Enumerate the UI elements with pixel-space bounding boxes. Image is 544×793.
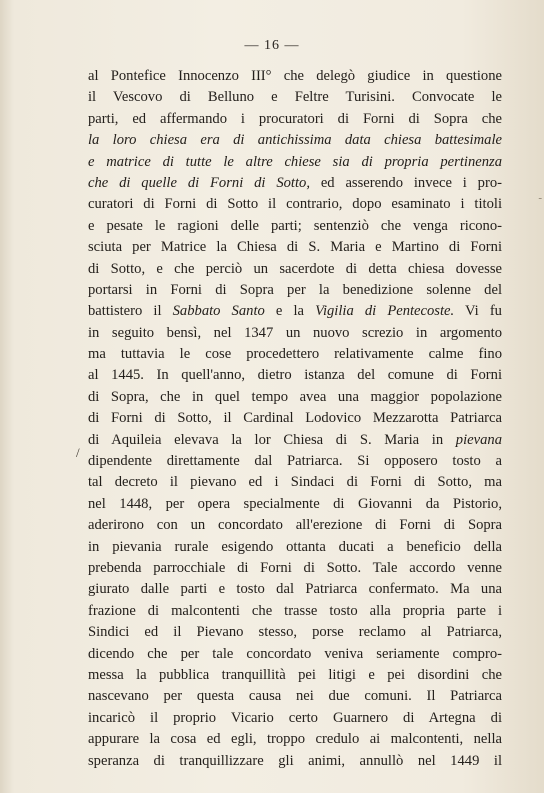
text-segment: appurare la cosa ed egli, troppo credulo ai malcontenti, nella [88,731,502,748]
text-segment: di Aquileia elevava la lor Chiesa di S. Maria in [88,431,456,448]
text-line [88,644,502,665]
text-segment: di Sotto, e che perciò un sacerdote di detta chiesa dovesse [88,260,502,277]
margin-mark: / [76,445,80,460]
text-line [88,259,502,280]
text-line [88,365,502,386]
text-line [88,622,502,643]
text-line [88,109,502,130]
text-line [88,237,502,258]
text-line [88,216,502,237]
text-line [88,558,502,579]
side-mark: - [538,192,542,204]
text-line [88,579,502,600]
page-number: — 16 — [244,38,300,53]
text-segment: di Forni di Sotto, il Cardinal Lodovico Mezzarotta Patriarca [88,410,502,427]
text-segment: messa la pubblica tranquillità pei litigi e pei disordini che [88,666,502,683]
text-line [88,87,502,108]
text-segment: al Pontefice Innocenzo III° che delegò giudice in questione [88,68,502,84]
text-line [88,686,502,707]
text-segment: incaricò il proprio Vicario certo Guarnero di Artegna di [88,709,502,726]
text-segment: curatori di Forni di Sotto il contrario, dopo esaminato i titoli [88,196,502,213]
text-line [88,472,502,493]
text-segment: portarsi in Forni di Sopra per la benedizione solenne del [88,281,502,298]
text-line [88,537,502,558]
text-line [88,173,502,194]
text-line [88,301,502,322]
text-segment: dipendente direttamente dal Patriarca. Si opposero tosto a [88,453,502,470]
text-line [88,194,502,215]
text-segment: tal decreto il pievano ed i Sindaci di Forni di Sotto, ma [88,474,502,491]
text-segment: ma tuttavia le cose procedettero relativamente calme fino [88,346,502,363]
text-segment: ed asserendo invece i pro- [309,174,502,191]
text-segment: dicendo che per tale concordato veniva seriamente compro- [88,645,502,662]
text-line [88,344,502,365]
text-line [88,408,502,429]
italic-text: Vigilia di Pentecoste. [315,303,455,320]
italic-text: Sabbato Santo [172,303,265,320]
text-segment: aderirono con un concordato all'erezione di Forni di Sopra [88,517,502,534]
italic-text: la loro chiesa era di antichissima data chiesa battesimale [88,132,502,149]
text-segment: frazione di malcontenti che trasse tosto alla propria parte i [88,602,502,619]
text-segment: Sindici ed il Pievano stesso, porse reclamo al Patriarca, [88,624,502,641]
text-line [88,430,502,451]
text-segment: e pesate le ragioni delle parti; sentenziò che venga ricono- [88,217,502,234]
text-line [88,323,502,344]
text-line [88,152,502,173]
text-line [88,751,502,772]
italic-text: e matrice di tutte le altre chiese sia di propria pertinenza [88,153,502,170]
italic-text: che di quelle di Forni di Sotto, [88,174,310,191]
text-line [88,665,502,686]
text-segment: sciuta per Matrice la Chiesa di S. Maria e Martino di Forni [88,239,502,256]
text-line [88,601,502,622]
text-segment: in pievania rurale esigendo ottanta ducati a beneficio della [88,538,502,555]
text-segment: giurato dalle parti e tosto dal Patriarca confermato. Ma una [88,581,502,598]
text-line [88,451,502,472]
text-line [88,387,502,408]
text-line [88,729,502,750]
text-segment: nel 1448, per opera specialmente di Giovanni da Pistorio, [88,495,502,512]
text-line [88,66,502,87]
italic-text: pievana [455,431,502,448]
text-segment: nascevano per questa causa nei due comuni. Il Patriarca [88,688,502,705]
text-line [88,708,502,729]
text-line [88,280,502,301]
text-line [88,515,502,536]
text-segment: prebenda parrocchiale di Forni di Sotto. Tale accordo venne [88,559,502,576]
body-text [88,66,502,772]
text-line [88,130,502,151]
text-segment: di Sopra, che in quel tempo avea una maggior popolazione [88,388,502,405]
text-segment: battistero il [88,303,173,320]
text-segment: Vi fu [454,303,502,320]
text-segment: al 1445. In quell'anno, dietro istanza del comune di Forni [88,367,502,384]
text-segment: in seguito bensì, nel 1347 un nuovo screzio in argomento [88,324,502,341]
text-segment: speranza di tranquillizzare gli animi, annullò nel 1449 il [88,752,502,769]
text-segment: il Vescovo di Belluno e Feltre Turisini. Convocate le [88,89,502,106]
text-segment: e la [264,303,316,320]
text-line [88,494,502,515]
text-segment: parti, ed affermando i procuratori di Forni di Sopra che [88,110,502,127]
